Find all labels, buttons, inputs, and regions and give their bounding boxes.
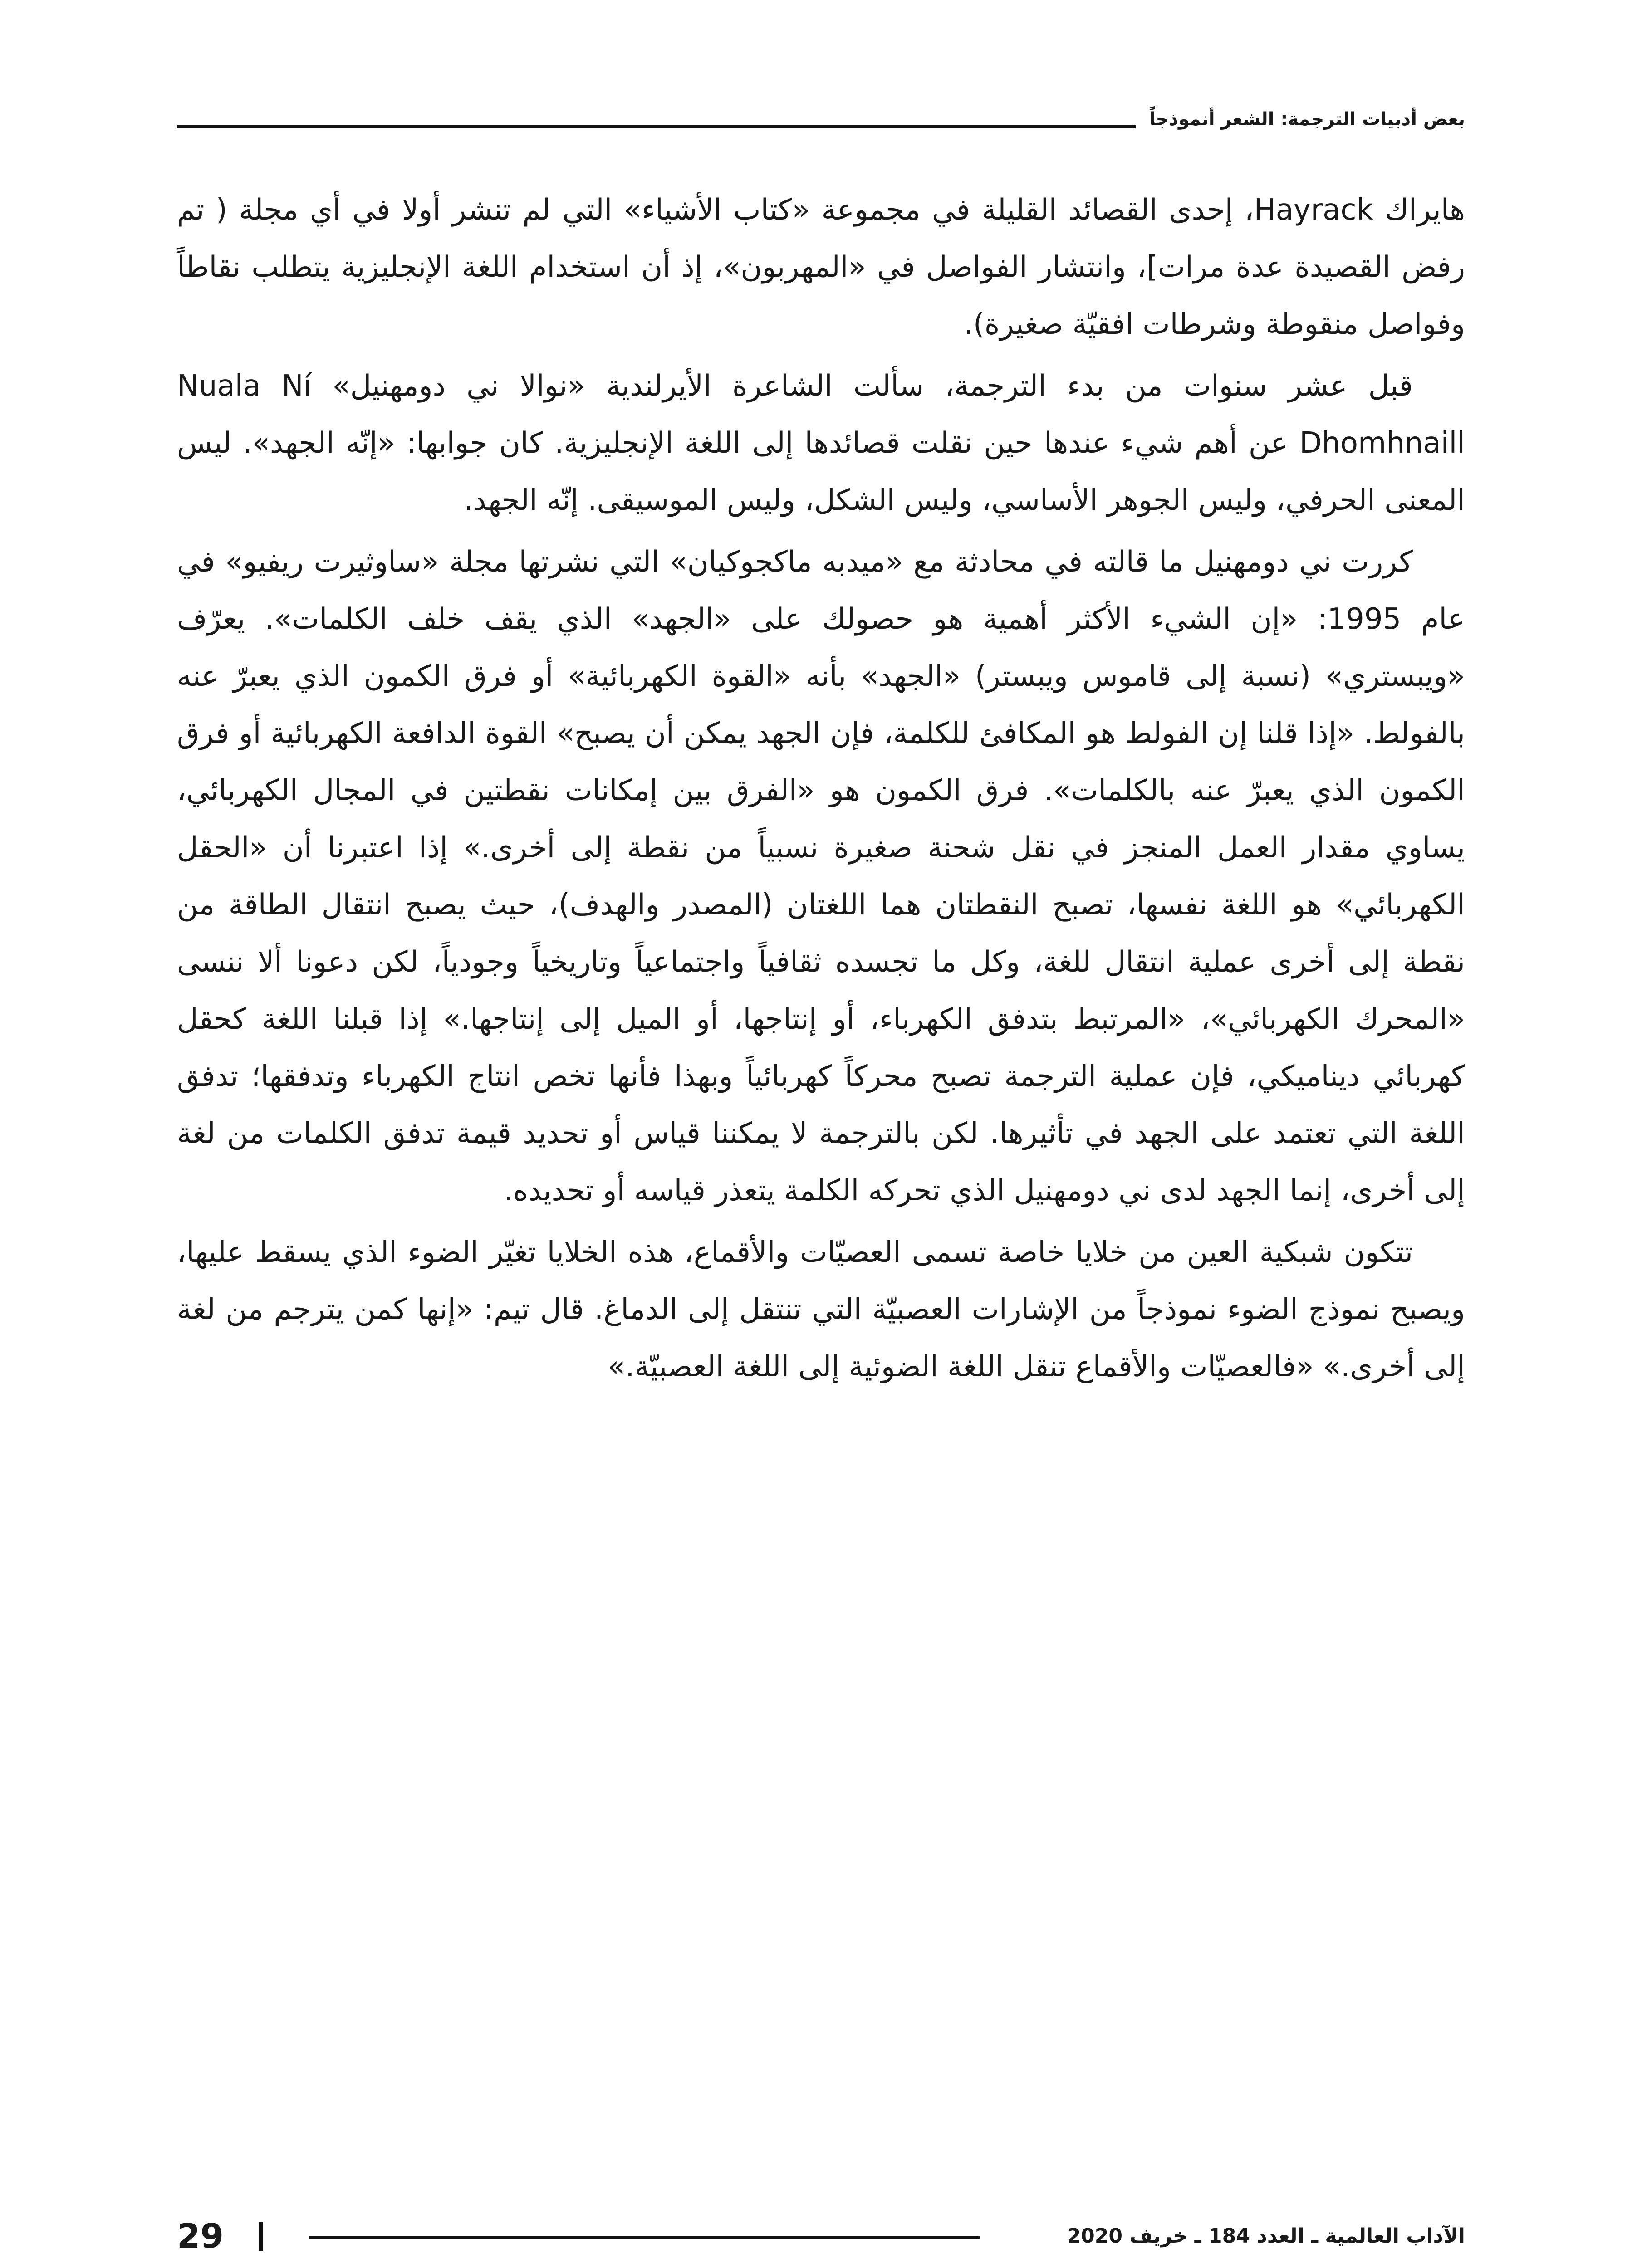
paragraph-4: تتكون شبكية العين من خلايا خاصة تسمى العصيّات والأقماع، هذه الخلايا تغيّر الضوء الذي يسقط عليها، ويصبح نموذج الضوء نموذجاً من الإشارات العصبيّة التي تنتقل إلى الدماغ. قال تيم: «إنها كمن يترجم من لغة إلى أخرى.» «فالعصيّات والأقماع تنقل اللغة الضوئية إلى اللغة العصبيّة.» [177,1236,1465,1383]
running-header-title: بعض أدبيات الترجمة: الشعر أنموذجاً [1136,103,1465,135]
page-footer [177,2214,1465,2259]
journal-issue-info: الآداب العالمية ـ العدد 184 ـ خريف 2020 [1067,2224,1465,2248]
page-number: 29 [177,2217,224,2256]
paragraph-1: هايراك Hayrack، إحدى القصائد القليلة في مجموعة «كتاب الأشياء» التي لم تنشر أولا في أي مجلة ( تم رفض القصيدة عدة مرات]، وانتشار الفواصل في «المهربون»، إذ أن استخدام اللغة الإنجليزية يتطلب نقاطاً وفواصل منقوطة وشرطات افقيّة صغيرة). [177,193,1466,341]
paragraph-2: قبل عشر سنوات من بدء الترجمة، سألت الشاعرة الأيرلندية «نوالا ني دومهنيل» Nuala Ní Dhomhnaill عن أهم شيء عندها حين نقلت قصائدها إلى اللغة الإنجليزية. كان جوابها: «إنّه الجهد». ليس المعنى الحرفي، وليس الجوهر الأساسي، وليس الشكل، وليس الموسيقى. إنّه الجهد. [177,369,1465,517]
page-number-separator [259,2222,263,2251]
footer-rule [309,2236,980,2239]
running-header [177,103,1465,144]
paragraph-3: كررت ني دومهنيل ما قالته في محادثة مع «ميدبه ماكجوكيان» التي نشرتها مجلة «ساوثيرت ريفيو» في عام 1995: «إن الشيء الأكثر أهمية هو حصولك على «الجهد» الذي يقف خلف الكلمات». يعرّف «ويبستري» (نسبة إلى قاموس ويبستر) «الجهد» بأنه «القوة الكهربائية» أو فرق الكمون الذي يعبرّ عنه بالفولط. «إذا قلنا إن الفولط هو المكافئ للكلمة، فإن الجهد يمكن أن يصبح» القوة الدافعة الكهربائية أو فرق الكمون الذي يعبرّ عنه بالكلمات». فرق الكمون هو «الفرق بين إمكانات نقطتين في المجال الكهربائي، يساوي مقدار العمل المنجز في نقل شحنة صغيرة نسبياً من نقطة إلى أخرى.» إذا اعتبرنا أن «الحقل الكهربائي» هو اللغة نفسها، تصبح النقطتان هما اللغتان (المصدر والهدف)، حيث يصبح انتقال الطاقة من نقطة إلى أخرى عملية انتقال للغة، وكل ما تجسده ثقافياً واجتماعياً وتاريخياً وجودياً، لكن دعونا ألا ننسى «المحرك الكهربائي»، «المرتبط بتدفق الكهرباء، أو إنتاجها، أو الميل إلى إنتاجها.» إذا قبلنا اللغة كحقل كهربائي ديناميكي، فإن عملية الترجمة تصبح محركاً كهربائياً وبهذا فأنها تخص انتاج الكهرباء وتدفقها؛ تدفق اللغة التي تعتمد على الجهد في تأثيرها. لكن بالترجمة لا يمكننا قياس أو تحديد قيمة تدفق الكلمات من لغة إلى أخرى، إنما الجهد لدى ني دومهنيل الذي تحركه الكلمة يتعذر قياسه أو تحديده. [177,545,1466,1207]
article-body [177,181,1465,1400]
